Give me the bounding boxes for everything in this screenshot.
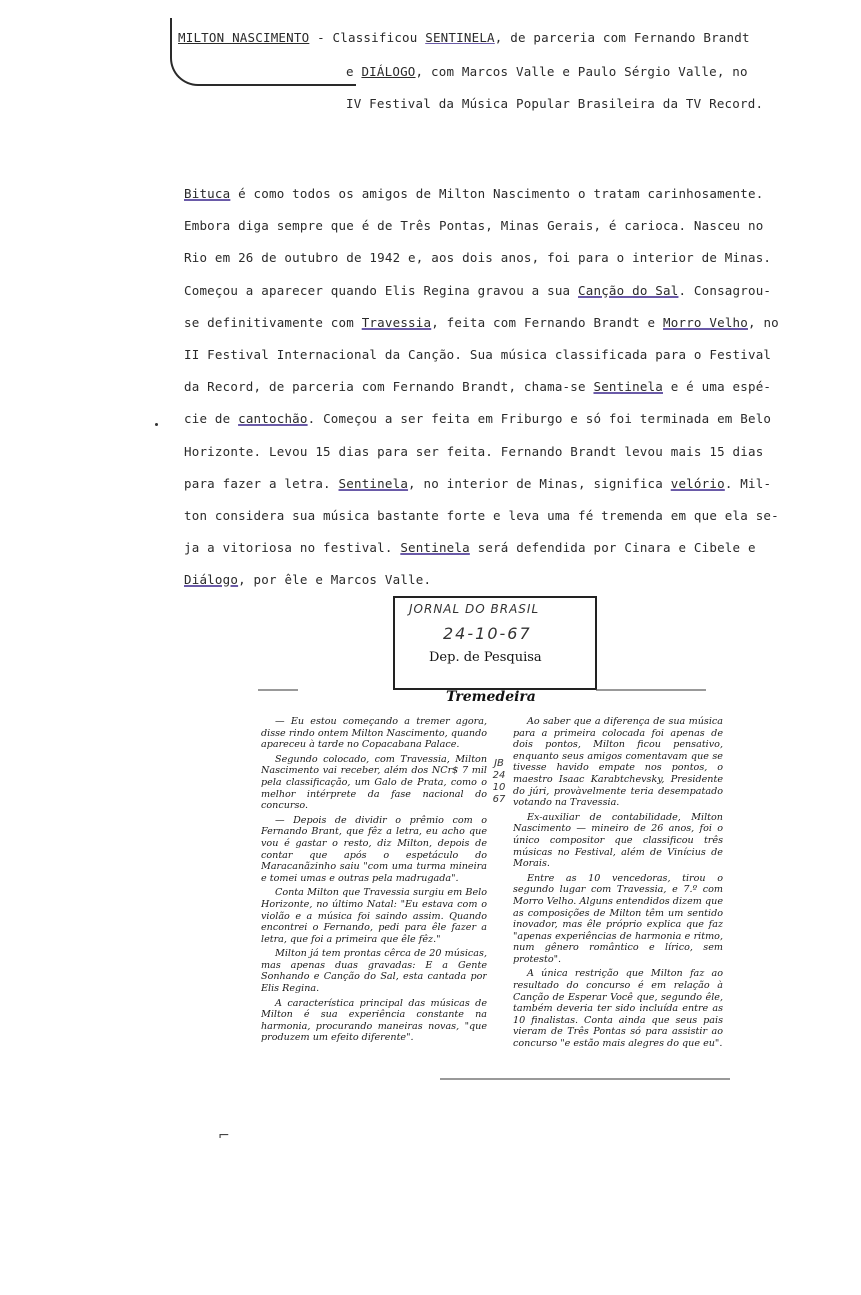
body-line <box>184 371 824 403</box>
clipping-paragraph: Entre as 10 vencedoras, tirou o segundo lugar com Travessia, e 7.º com Morro Velho. Alguns entendidos dizem que as composições de Milton têm um sentido inovador, mas êle próprio explica que faz "apenas experiências de harmonia e ritmo, num gênero romântico e lírico, sem protesto". <box>513 872 723 965</box>
body-text-segment: , feita com Fernando Brandt e <box>431 314 664 330</box>
body-text-segment: , por êle e Marcos Valle. <box>238 572 432 588</box>
body-line <box>184 436 824 468</box>
song-sentinela: SENTINELA <box>425 30 495 45</box>
clipping-paragraph: Milton já tem prontas cêrca de 20 músicas, mas apenas duas gravadas: E a Gente Sonhando e Canção do Sal, esta cantada por Elis Regina. <box>261 948 487 995</box>
body-line <box>184 564 824 596</box>
body-text-segment: Embora diga sempre que é de Três Pontas, Minas Gerais, é carioca. Nasceu no <box>184 218 764 234</box>
clipping-paragraph: A característica principal das músicas de Milton é sua experiência constante na harmonia, procurando maneiras novas, "que produzem um efeito diferente". <box>261 997 487 1044</box>
stamp-newspaper: JORNAL DO BRASIL <box>409 602 540 616</box>
body-text-segment: ton considera sua música bastante forte e leva uma fé tremenda em que ela se- <box>184 507 779 523</box>
underlined-term: Bituca <box>184 186 231 201</box>
header-text: , de parceria com Fernando Brandt <box>494 30 750 45</box>
clipping-paragraph: — Depois de dividir o prêmio com o Fernando Brant, que fêz a letra, eu acho que vou é gastar o resto, diz Milton, depois de contar que após o espetáculo do Maracanãzinho saiu "com uma turma mineira e tomei umas e outras pela madrugada". <box>261 814 487 884</box>
clipping-paragraph: — Eu estou começando a tremer agora, disse rindo ontem Milton Nascimento, quando apareceu à tarde no Copacabana Palace. <box>261 716 487 751</box>
header-text: - Classificou <box>309 30 426 45</box>
body-text-segment: , no <box>748 314 779 330</box>
header-text: e <box>346 64 362 79</box>
body-text-segment: ja a vitoriosa no festival. <box>184 540 401 556</box>
body-text-segment: . Mil- <box>724 475 772 491</box>
body-text-segment: e é uma espé- <box>663 379 772 395</box>
underlined-term: Sentinela <box>593 379 663 395</box>
underlined-term: Sentinela <box>400 540 470 556</box>
underlined-term: cantochão <box>238 411 308 427</box>
clipping-paragraph: Segundo colocado, com Travessia, Milton Nascimento vai receber, além dos NCr$ 7 mil pela classificação, um Galo de Prata, como o melhor intérprete da fase nacional do concurso. <box>261 753 487 812</box>
clipping-column-right <box>513 716 723 1076</box>
body-text-segment: da Record, de parceria com Fernando Brandt, chama-se <box>184 379 594 395</box>
body-line <box>184 500 824 532</box>
body-text-segment: Começou a aparecer quando Elis Regina gravou a sua <box>184 282 579 298</box>
body-text-segment: Horizonte. Levou 15 dias para ser feita. Fernando Brandt levou mais 15 dias <box>184 443 764 459</box>
song-dialogo: DIÁLOGO <box>361 64 416 79</box>
stamp-date: 24-10-67 <box>443 624 532 643</box>
body-line <box>184 242 824 274</box>
clipping-title: Tremedeira <box>446 689 536 705</box>
body-text-segment: , no interior de Minas, significa <box>408 475 671 491</box>
handwritten-margin-note: JB 24 10 67 <box>492 758 506 805</box>
header-line-2 <box>346 64 748 79</box>
header-text: , com Marcos Valle e Paulo Sérgio Valle, no <box>415 64 748 79</box>
archive-stamp <box>393 596 597 690</box>
body-line <box>184 532 824 564</box>
body-text-segment: II Festival Internacional da Canção. Sua música classificada para o Festival <box>184 346 772 362</box>
body-text-segment: cie de <box>184 411 239 427</box>
body-line <box>184 339 824 371</box>
stamp-department: Dep. de Pesquisa <box>429 650 542 665</box>
body-text-segment: . Consagrou- <box>678 282 772 298</box>
underlined-term: Travessia <box>361 314 432 330</box>
clipping-rule <box>440 1078 730 1080</box>
body-text-segment: Rio em 26 de outubro de 1942 e, aos dois anos, foi para o interior de Minas. <box>184 250 772 266</box>
clipping-paragraph: Conta Milton que Travessia surgiu em Belo Horizonte, no último Natal: "Eu estava com o violão e a música foi saindo assim. Quando encontrei o Fernando, pedi para êle fazer a letra, que foi a primeira que êle fêz." <box>261 887 487 945</box>
stray-dot <box>155 423 158 426</box>
body-text-segment: . Começou a ser feita em Friburgo e só foi terminada em Belo <box>307 411 772 427</box>
stray-mark: ⌐ <box>218 1128 230 1144</box>
body-line <box>184 210 824 242</box>
underlined-term: Morro Velho <box>663 314 748 330</box>
underlined-term: Sentinela <box>338 475 409 491</box>
body-text-segment: será defendida por Cinara e Cibele e <box>469 540 756 556</box>
body-line <box>184 403 824 435</box>
hand-drawn-loop <box>170 18 356 86</box>
header-line-3: IV Festival da Música Popular Brasileira da TV Record. <box>346 96 764 111</box>
clipping-paragraph: A única restrição que Milton faz ao resultado do concurso é em relação à Canção de Esperar Você que, segundo êle, também deveria ter sido incluída entre as 10 finalistas. Conta ainda que seus pais vieram de Três Pontas só para assistir ao concurso "e estão mais alegres do que eu". <box>513 968 723 1050</box>
body-text <box>184 178 824 596</box>
body-text-segment: se definitivamente com <box>184 314 362 330</box>
clipping-paragraph: Ex-auxiliar de contabilidade, Milton Nascimento — mineiro de 26 anos, foi o único compositor que classificou três músicas no Festival, além de Vinícius de Morais. <box>513 811 723 870</box>
header-line-1 <box>178 30 750 45</box>
body-line <box>184 307 824 339</box>
underlined-term: velório <box>670 475 725 491</box>
underlined-term: Canção do Sal <box>578 282 679 298</box>
body-text-segment: para fazer a letra. <box>184 475 339 491</box>
clipping-paragraph: Ao saber que a diferença de sua música para a primeira colocada foi apenas de dois pontos, Milton ficou pensativo, enquanto seus amigos comentavam que se tivesse havido empate nos pontos, o maestro Isaac Karabtchevsky, Presidente do júri, provàvelmente teria desempatado votando na Travessia. <box>513 716 723 809</box>
clipping-column-left <box>261 716 487 1056</box>
underlined-term: Diálogo <box>184 572 239 588</box>
body-line <box>184 178 824 210</box>
body-line <box>184 468 824 500</box>
body-line <box>184 275 824 307</box>
clipping-rule <box>258 689 298 691</box>
clipping-rule <box>596 689 706 691</box>
body-text-segment: é como todos os amigos de Milton Nascimento o tratam carinhosamente. <box>230 186 764 201</box>
artist-name: MILTON NASCIMENTO <box>178 30 310 45</box>
